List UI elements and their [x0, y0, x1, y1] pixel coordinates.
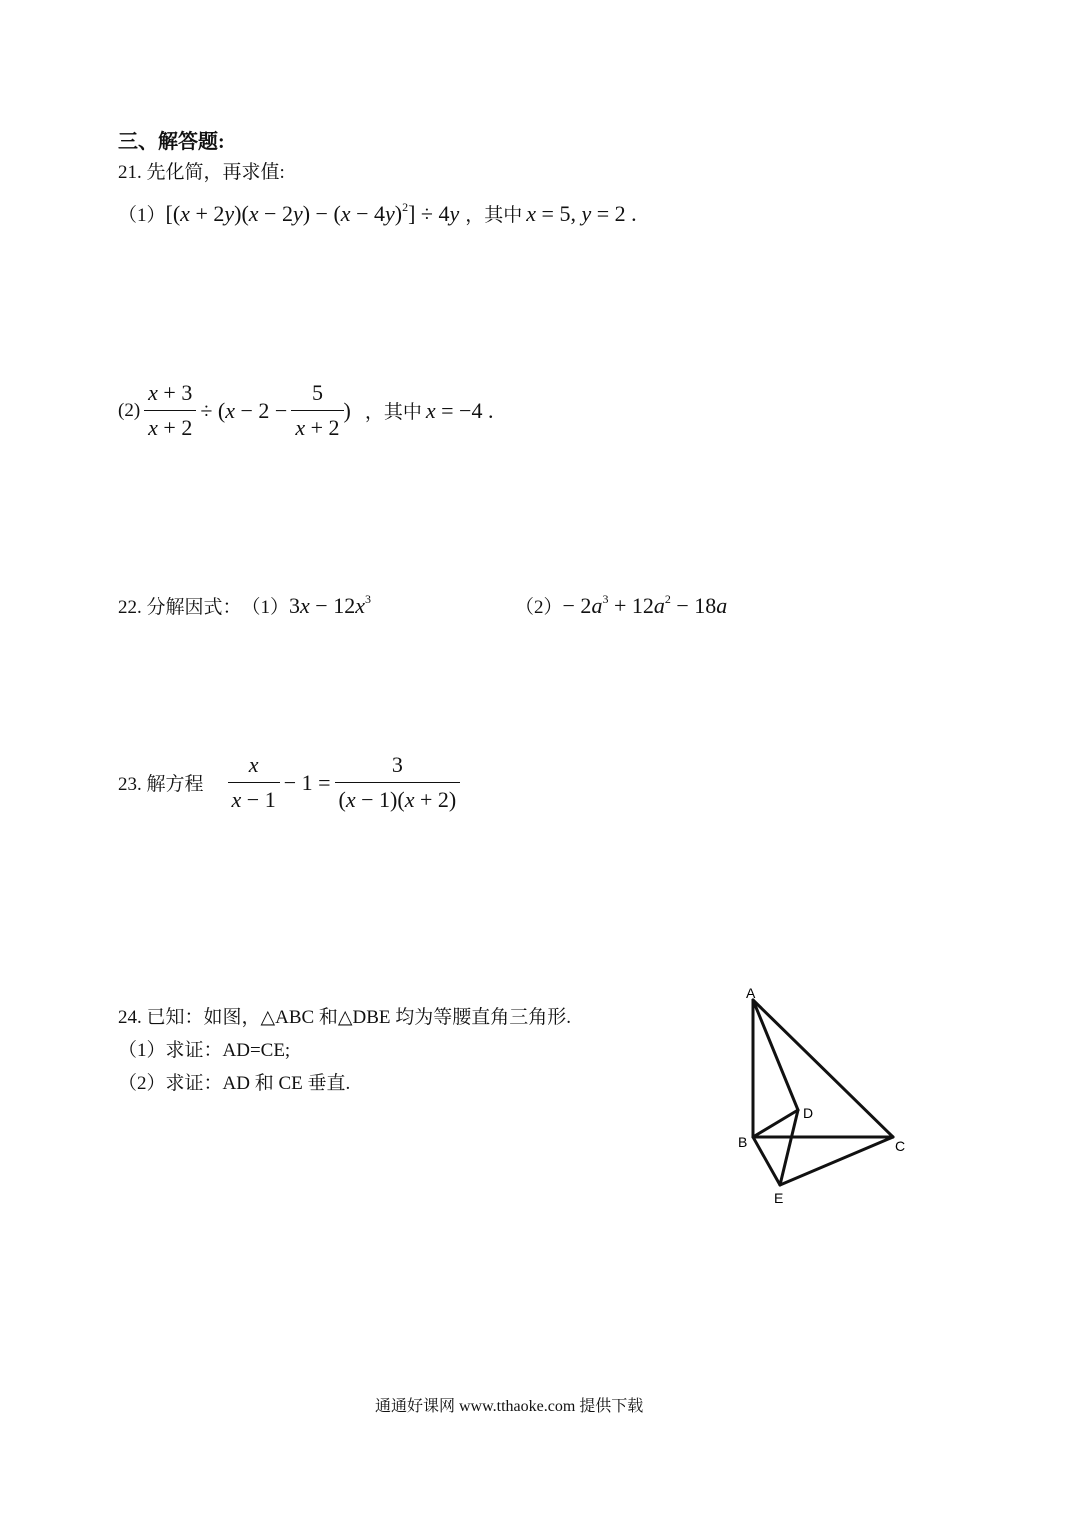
q23-title: 23. 解方程	[118, 774, 204, 795]
edge-ad	[753, 1000, 798, 1110]
q21-part1	[118, 200, 637, 227]
q24-part1: （1）求证：AD=CE;	[118, 1040, 291, 1061]
q23-right-fraction: $\frac{3}{(x - 1)(x + 2)}$	[335, 752, 461, 813]
q24-part2: （2）求证：AD 和 CE 垂直.	[118, 1073, 351, 1094]
q24-title: 24. 已知：如图，△ABC 和△DBE 均为等腰直角三角形.	[118, 1007, 572, 1028]
triangle-figure	[730, 980, 920, 1210]
label-a: A	[746, 985, 756, 1001]
page-footer: 通通好课网 www.tthaoke.com 提供下载	[375, 1398, 644, 1415]
q21-p1-expression: $[(x + 2y)(x - 2y) - (x - 4y)^2] \div 4y$	[165, 200, 460, 226]
edge-ac	[753, 1000, 893, 1137]
q23: 23. 解方程 $\frac{x}{x - 1}$ − 1 = $\frac{3}{(x - 1)(x + 2)}$	[118, 752, 460, 813]
q22-p1-label: （1）	[241, 597, 290, 618]
q21-p2-condition: ，其中	[364, 402, 422, 423]
q22	[118, 592, 371, 619]
q22-p2-label: （2）	[515, 597, 563, 618]
q22-part2	[515, 592, 727, 619]
edge-be	[753, 1137, 780, 1185]
q21-p1-label: （1）	[118, 205, 166, 226]
q21-p2-fraction: $\frac{x + 3}{x + 2}$	[144, 380, 196, 441]
edge-ce	[780, 1137, 893, 1185]
label-b: B	[738, 1134, 748, 1150]
edge-de	[780, 1110, 798, 1185]
label-c: C	[895, 1138, 906, 1154]
q22-p1-expression: $3x - 12x^3$	[289, 592, 371, 618]
q21-p2-values: x = −4 .	[425, 397, 494, 423]
q22-p2-expression: − $2a^3 + 12a^2 - 18a$	[562, 592, 728, 618]
q21-p2-label: (2)	[118, 399, 141, 421]
label-e: E	[774, 1190, 784, 1206]
q21-p2-inner-fraction: $\frac{5}{x + 2}$	[291, 380, 343, 441]
q21-title: 21. 先化简，再求值:	[118, 162, 285, 183]
label-d: D	[803, 1105, 814, 1121]
q21-p1-values: x = 5, y = 2 .	[526, 200, 637, 226]
q21-p1-condition: ，其中	[465, 205, 523, 226]
q21-part2: (2) $\frac{x + 3}{x + 2}$ ÷ (x − 2 − $\frac{5}{x + 2}$ ) ，其中 x = −4 .	[118, 380, 494, 440]
section-title: 三、解答题:	[118, 131, 225, 153]
q23-left-fraction: $\frac{x}{x - 1}$	[228, 752, 280, 813]
q22-title: 22. 分解因式：	[118, 597, 242, 618]
